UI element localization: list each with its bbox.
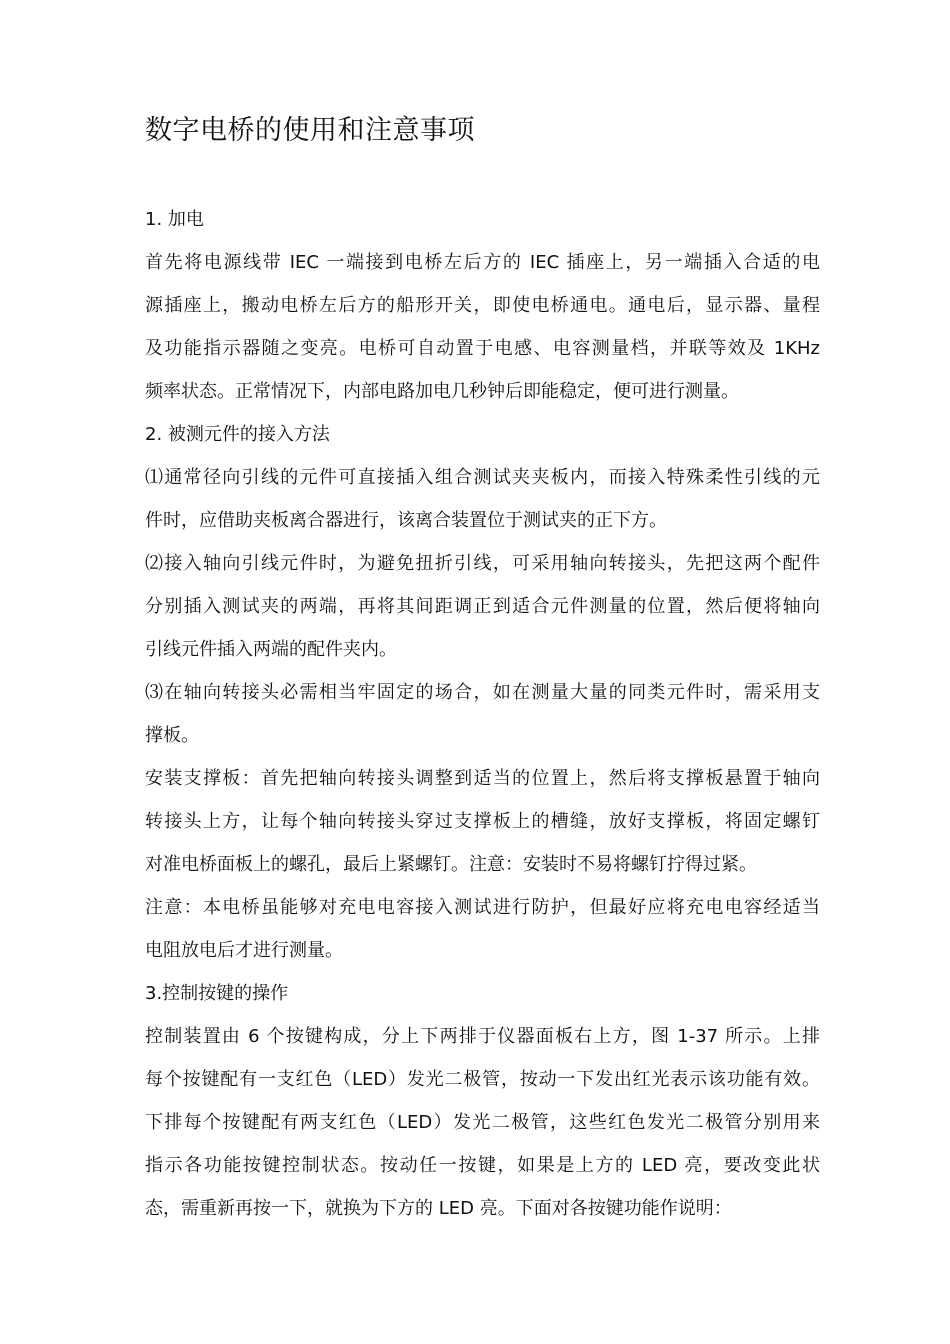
paragraph-line: 引线元件插入两端的配件夹内。 (145, 639, 397, 660)
paragraph-line: 下排每个按键配有两支红色（LED）发光二极管，这些红色发光二极管分别用来 (145, 1112, 820, 1133)
paragraph-line: 安装支撑板：首先把轴向转接头调整到适当的位置上，然后将支撑板悬置于轴向 (145, 768, 820, 789)
paragraph-line: ⑴通常径向引线的元件可直接插入组合测试夹夹板内，而接入特殊柔性引线的元 (145, 467, 820, 488)
paragraph-line: 首先将电源线带 IEC 一端接到电桥左后方的 IEC 插座上，另一端插入合适的电 (145, 252, 820, 273)
paragraph-line: 注意：本电桥虽能够对充电电容接入测试进行防护，但最好应将充电电容经适当 (145, 897, 820, 918)
paragraph-line: 指示各功能按键控制状态。按动任一按键，如果是上方的 LED 亮，要改变此状 (145, 1155, 820, 1176)
paragraph-line: 每个按键配有一支红色（LED）发光二极管，按动一下发出红光表示该功能有效。 (145, 1069, 820, 1090)
paragraph-line: 频率状态。正常情况下，内部电路加电几秒钟后即能稳定，便可进行测量。 (145, 381, 739, 402)
paragraph-line: 对准电桥面板上的螺孔，最后上紧螺钉。注意：安装时不易将螺钉拧得过紧。 (145, 854, 757, 875)
paragraph-line: 分别插入测试夹的两端，再将其间距调正到适合元件测量的位置，然后便将轴向 (145, 596, 820, 617)
paragraph-line: 撑板。 (145, 725, 199, 746)
section-heading-power-on: 1. 加电 (145, 209, 204, 230)
section-heading-control-keys: 3.控制按键的操作 (145, 983, 289, 1004)
paragraph-line: 态，需重新再按一下，就换为下方的 LED 亮。下面对各按键功能作说明： (145, 1198, 732, 1219)
page-title: 数字电桥的使用和注意事项 (145, 115, 475, 146)
paragraph-line: 控制装置由 6 个按键构成，分上下两排于仪器面板右上方，图 1-37 所示。上排 (145, 1026, 820, 1047)
paragraph-line: 及功能指示器随之变亮。电桥可自动置于电感、电容测量档，并联等效及 1KHz (145, 338, 820, 359)
paragraph-line: ⑵接入轴向引线元件时，为避免扭折引线，可采用轴向转接头，先把这两个配件 (145, 553, 820, 574)
paragraph-line: 源插座上，搬动电桥左后方的船形开关，即使电桥通电。通电后，显示器、量程 (145, 295, 820, 316)
paragraph-line: 电阻放电后才进行测量。 (145, 940, 343, 961)
paragraph-line: ⑶在轴向转接头必需相当牢固定的场合，如在测量大量的同类元件时，需采用支 (145, 682, 820, 703)
paragraph-line: 转接头上方，让每个轴向转接头穿过支撑板上的槽缝，放好支撑板，将固定螺钉 (145, 811, 820, 832)
section-heading-component-connection: 2. 被测元件的接入方法 (145, 424, 330, 445)
paragraph-line: 件时，应借助夹板离合器进行，该离合装置位于测试夹的正下方。 (145, 510, 667, 531)
